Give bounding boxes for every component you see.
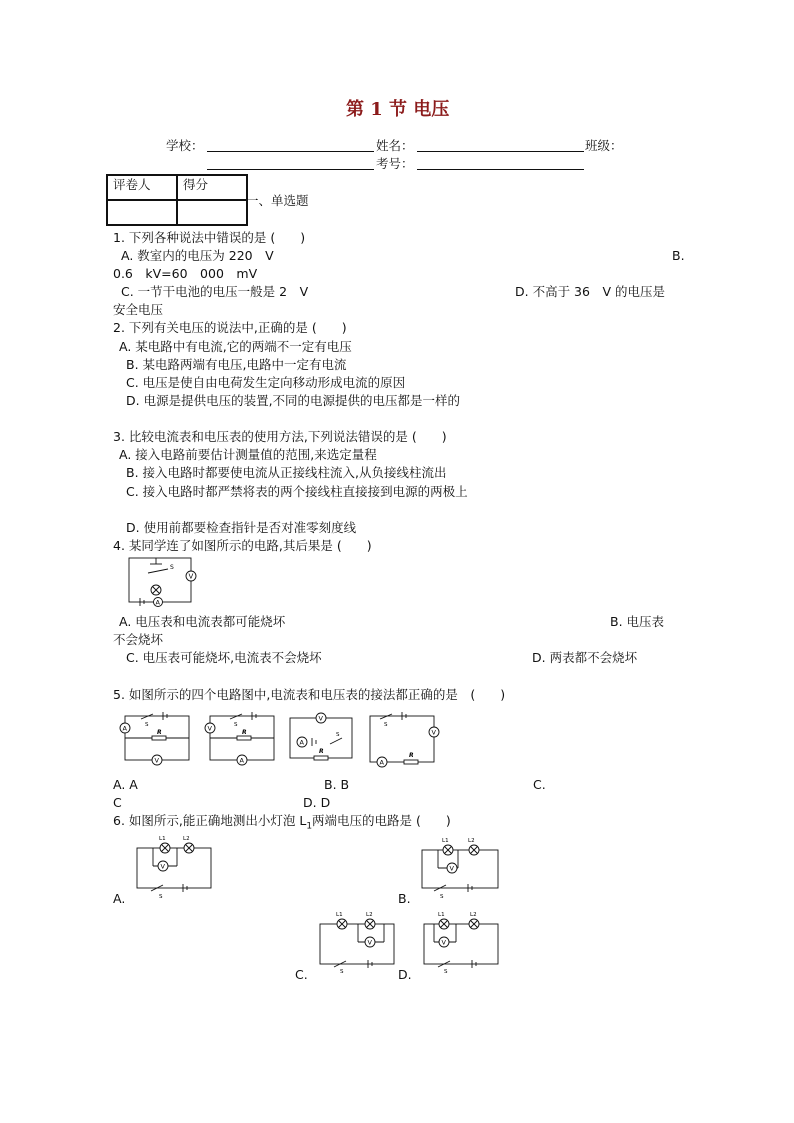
q3-option-d: D. 使用前都要检查指针是否对准零刻度线 bbox=[126, 520, 357, 535]
q6b-lamp1-label: L1 bbox=[442, 838, 449, 844]
q6d-voltmeter-label: V bbox=[441, 938, 446, 947]
q2-stem: 2. 下列有关电压的说法中,正确的是 ( ) bbox=[113, 320, 347, 335]
q1-option-a: A. 教室内的电压为 220 V bbox=[121, 248, 274, 263]
q5-option-c-cont: C bbox=[113, 795, 122, 810]
q5c-voltmeter-label: V bbox=[318, 714, 323, 723]
q5c-ammeter-label: A bbox=[299, 738, 304, 747]
q2-option-a: A. 某电路中有电流,它的两端不一定有电压 bbox=[119, 339, 352, 354]
q6-circuit-a bbox=[133, 836, 217, 900]
q5a-ammeter-label: A bbox=[122, 724, 127, 733]
q5-option-a: A. A bbox=[113, 777, 138, 792]
q5b-switch-label: S bbox=[234, 722, 238, 728]
q6-stem bbox=[113, 813, 451, 835]
q6a-voltmeter-label: V bbox=[160, 862, 165, 871]
q5b-ammeter-label: A bbox=[239, 756, 244, 765]
q5a-switch-label: S bbox=[145, 722, 149, 728]
q6c-lamp1-label: L1 bbox=[336, 912, 343, 918]
q4-ammeter-label: A bbox=[155, 598, 160, 607]
q4-switch-label: S bbox=[170, 564, 174, 571]
q6-stem-part1: 6. 如图所示,能正确地测出小灯泡 L bbox=[113, 813, 307, 828]
q6c-lamp2-label: L2 bbox=[366, 912, 373, 918]
q2-option-c: C. 电压是使自由电荷发生定向移动形成电流的原因 bbox=[126, 375, 406, 390]
q6d-switch-label: S bbox=[444, 969, 448, 975]
q5-option-d: D. D bbox=[303, 795, 331, 810]
q6-stem-part2: 两端电压的电路是 ( ) bbox=[312, 813, 451, 828]
q1-option-b-cont: 0.6 kV=60 000 mV bbox=[113, 266, 258, 281]
q3-stem: 3. 比较电流表和电压表的使用方法,下列说法错误的是 ( ) bbox=[113, 429, 447, 444]
q5-stem: 5. 如图所示的四个电路图中,电流表和电压表的接法都正确的是 ( ) bbox=[113, 687, 506, 702]
q5d-ammeter-label: A bbox=[379, 758, 384, 767]
q1-option-d: D. 不高于 36 V 的电压是 bbox=[515, 284, 665, 299]
q6a-switch-label: S bbox=[159, 894, 163, 900]
q5-circuit-c bbox=[286, 710, 358, 768]
q5d-voltmeter-label: V bbox=[431, 728, 436, 737]
q5-circuit-a bbox=[117, 710, 193, 768]
q6-option-b: B. bbox=[398, 891, 411, 906]
q6a-lamp1-label: L1 bbox=[159, 836, 166, 842]
q5c-switch-label: S bbox=[336, 732, 340, 738]
q5-circuit-b bbox=[204, 710, 280, 768]
q4-circuit-diagram bbox=[126, 556, 202, 608]
q6-option-a: A. bbox=[113, 891, 126, 906]
q5d-resistor-label: R bbox=[409, 752, 414, 759]
score-table bbox=[106, 174, 248, 226]
q6c-switch-label: S bbox=[340, 969, 344, 975]
score-table-score-header: 得分 bbox=[177, 175, 247, 200]
q1-option-d-cont: 安全电压 bbox=[113, 302, 164, 317]
q4-option-b-cont: 不会烧坏 bbox=[113, 632, 164, 647]
q5a-resistor-label: R bbox=[157, 729, 162, 736]
q6a-lamp2-label: L2 bbox=[183, 836, 190, 842]
q6d-lamp1-label: L1 bbox=[438, 912, 445, 918]
q6c-voltmeter-label: V bbox=[367, 938, 372, 947]
q5-circuit-d bbox=[366, 710, 438, 768]
score-table-score-cell[interactable] bbox=[177, 200, 247, 225]
q4-option-b: B. 电压表 bbox=[610, 614, 665, 629]
q3-option-c: C. 接入电路时都严禁将表的两个接线柱直接接到电源的两极上 bbox=[126, 484, 468, 499]
q3-option-b: B. 接入电路时都要使电流从正接线柱流入,从负接线柱流出 bbox=[126, 465, 447, 480]
q6-option-d: D. bbox=[398, 967, 412, 982]
q6-circuit-b bbox=[418, 836, 502, 900]
q6-circuit-c bbox=[316, 908, 400, 974]
class-label: 班级： bbox=[585, 138, 623, 153]
school-field[interactable] bbox=[207, 151, 374, 152]
q4-option-c: C. 电压表可能烧坏,电流表不会烧坏 bbox=[126, 650, 322, 665]
section-title: 一、单选题 bbox=[246, 193, 309, 208]
q5c-resistor-label: R bbox=[319, 748, 324, 755]
q6b-voltmeter-label: V bbox=[449, 864, 454, 873]
q1-option-c: C. 一节干电池的电压一般是 2 V bbox=[121, 284, 309, 299]
q1-stem: 1. 下列各种说法中错误的是 ( ) bbox=[113, 230, 306, 245]
q5b-resistor-label: R bbox=[242, 729, 247, 736]
class-field[interactable] bbox=[207, 169, 374, 170]
q6d-lamp2-label: L2 bbox=[470, 912, 477, 918]
exam-no-label: 考号： bbox=[376, 156, 414, 171]
q6b-switch-label: S bbox=[440, 894, 444, 900]
q5a-voltmeter-label: V bbox=[154, 756, 159, 765]
q4-option-d: D. 两表都不会烧坏 bbox=[532, 650, 638, 665]
page-title: 第 1 节 电压 bbox=[346, 99, 450, 120]
name-field[interactable] bbox=[417, 151, 584, 152]
q5-option-b: B. B bbox=[324, 777, 350, 792]
q2-option-d: D. 电源是提供电压的装置,不同的电源提供的电压都是一样的 bbox=[126, 393, 461, 408]
q4-stem: 4. 某同学连了如图所示的电路,其后果是 ( ) bbox=[113, 538, 372, 553]
q1-option-b: B. bbox=[672, 248, 685, 263]
q6b-lamp2-label: L2 bbox=[468, 838, 475, 844]
q5d-switch-label: S bbox=[384, 722, 388, 728]
q6-option-c: C. bbox=[295, 967, 308, 982]
q6-stem-subscript: 1 bbox=[306, 821, 313, 832]
q6-circuit-d bbox=[420, 908, 504, 974]
score-table-grader-cell[interactable] bbox=[107, 200, 177, 225]
q3-option-a: A. 接入电路前要估计测量值的范围,来选定量程 bbox=[119, 447, 377, 462]
name-label: 姓名： bbox=[376, 138, 414, 153]
school-label: 学校： bbox=[166, 138, 204, 153]
score-table-grader-header: 评卷人 bbox=[107, 175, 177, 200]
q2-option-b: B. 某电路两端有电压,电路中一定有电流 bbox=[126, 357, 347, 372]
q5-option-c: C. bbox=[533, 777, 546, 792]
q5b-voltmeter-label: V bbox=[207, 724, 212, 733]
q4-voltmeter-label: V bbox=[188, 572, 194, 581]
q4-option-a: A. 电压表和电流表都可能烧坏 bbox=[119, 614, 286, 629]
exam-no-field[interactable] bbox=[417, 169, 584, 170]
